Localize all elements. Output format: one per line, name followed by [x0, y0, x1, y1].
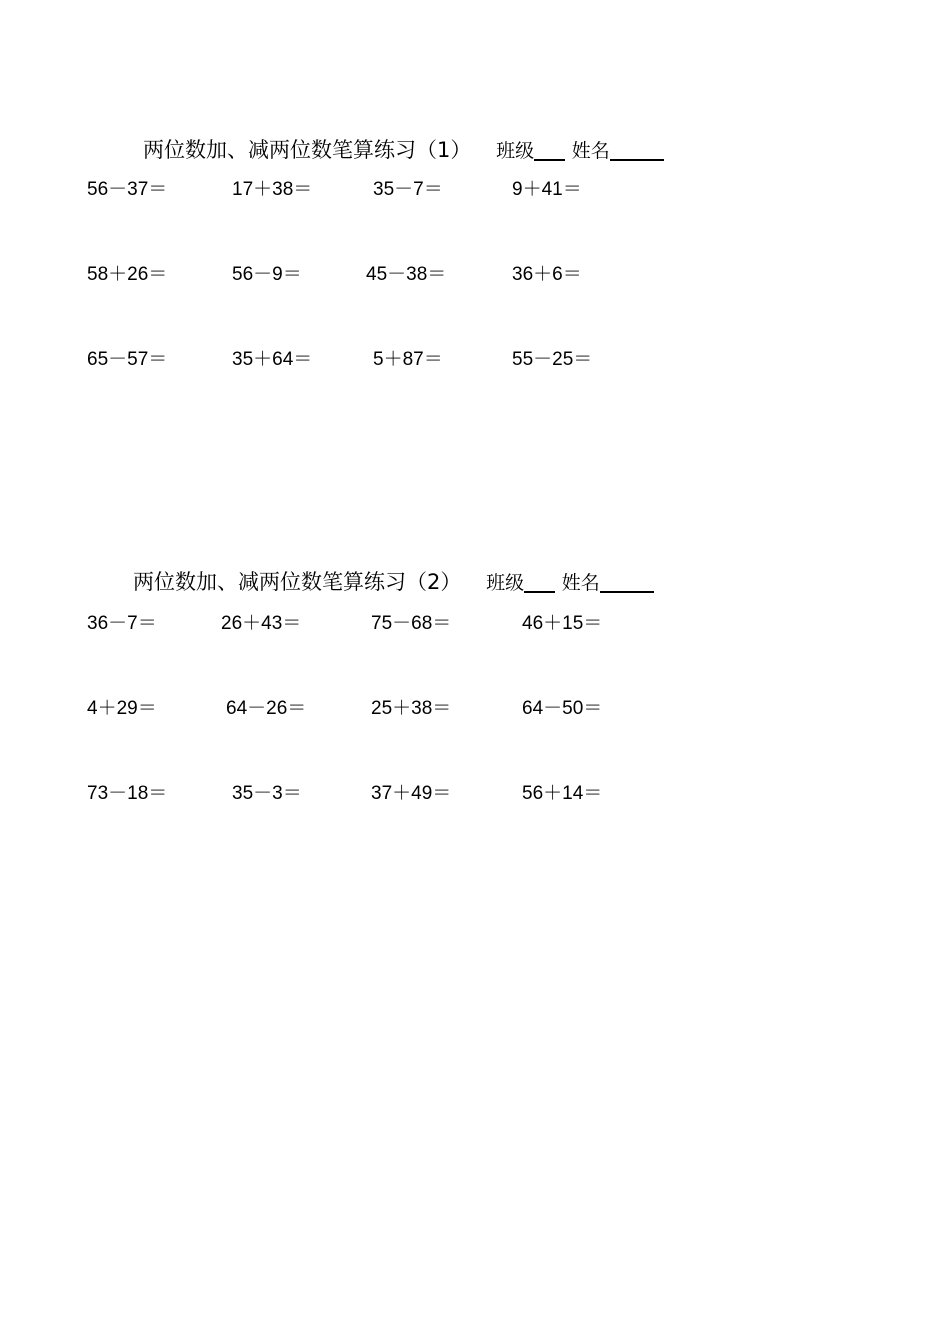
- problem: 35－7＝: [373, 179, 443, 200]
- problem: 65－57＝: [87, 349, 168, 370]
- problem: 73－18＝: [87, 783, 168, 804]
- name-label: 姓名: [571, 140, 610, 162]
- title-text: 两位数加、减两位数笔算练习（2）: [133, 570, 462, 594]
- problem: 56＋14＝: [522, 783, 603, 804]
- problem: 36＋6＝: [512, 264, 582, 285]
- problem: 56－9＝: [232, 264, 302, 285]
- problem: 56－37＝: [87, 179, 168, 200]
- problem: 37＋49＝: [371, 783, 452, 804]
- problem: 64－26＝: [226, 698, 307, 719]
- title-text: 两位数加、减两位数笔算练习（1）: [143, 138, 472, 162]
- problem: 64－50＝: [522, 698, 603, 719]
- problem: 4＋29＝: [87, 698, 157, 719]
- problem: 55－25＝: [512, 349, 593, 370]
- problem: 26＋43＝: [221, 613, 302, 634]
- problem: 25＋38＝: [371, 698, 452, 719]
- problem: 9＋41＝: [512, 179, 582, 200]
- problem: 45－38＝: [366, 264, 447, 285]
- problem: 75－68＝: [371, 613, 452, 634]
- worksheet-title-2: [133, 569, 654, 596]
- class-blank: [534, 159, 565, 161]
- class-blank: [524, 591, 555, 593]
- problem: 58＋26＝: [87, 264, 168, 285]
- problem: 35－3＝: [232, 783, 302, 804]
- problem: 46＋15＝: [522, 613, 603, 634]
- name-blank: [610, 159, 664, 161]
- problem: 17＋38＝: [232, 179, 313, 200]
- class-label: 班级: [496, 140, 535, 162]
- problem: 5＋87＝: [373, 349, 443, 370]
- name-label: 姓名: [561, 572, 600, 594]
- class-label: 班级: [486, 572, 525, 594]
- problem: 36－7＝: [87, 613, 157, 634]
- problem: 35＋64＝: [232, 349, 313, 370]
- worksheet-title-1: [143, 137, 664, 164]
- name-blank: [600, 591, 654, 593]
